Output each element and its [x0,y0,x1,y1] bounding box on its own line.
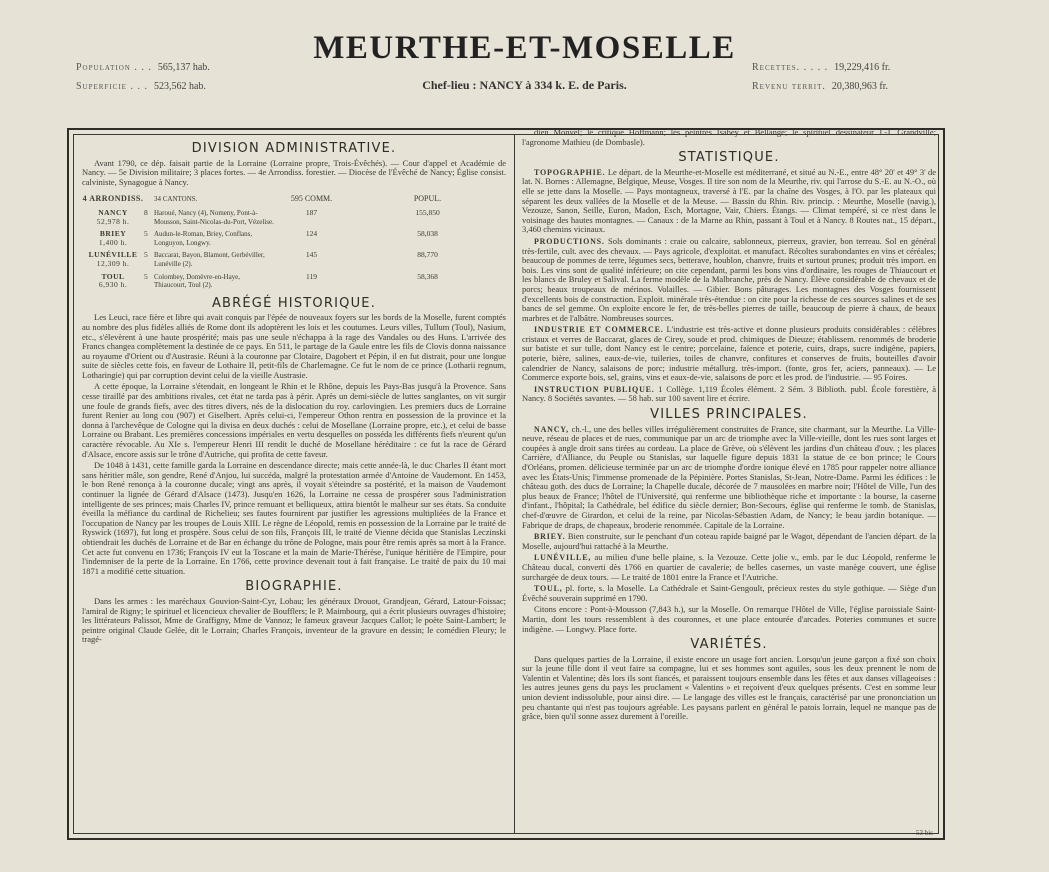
table-row [82,272,506,293]
superficie-stat: Superficie . . . 523,562 hab. [76,81,206,92]
histoire-paragraph: Les Leuci, race fière et libre qui avait conquis par l'épée de nouveaux foyers sur les bords de la Moselle, furent comptés au nombre des plus fidèles alliés de Rome dont ils adoptèrent les lois et les coutumes. Leurs villes, Tullum (Toul), Nasium, etc., s'élevèrent à une haute prospérité; mais pas une seule n'échappa à la rage des Vandales ou des Huns. L'arrivée des Francs changea complètement la destinée de ce pays. En 511, le partage de la Gaule entre les fils de Clovis donna naissance au royaume d'Orient ou d'Austrasie. Réuni à la couronne par Clotaire, Dagobert et Pépin, il en fut distrait, pour une longue suite de siècles cette fois, en faveur de Lothaire II, petit-fils de Charlemagne. Ce fut le nom de ce prince (Lotharii regnum, Lotharingie) qui par corruption devint celui de la vieille Austrasie. [82,312,506,380]
population-stat: Population . . . 565,137 hab. [76,62,210,73]
table-header-row [82,193,506,208]
canton-count: 8 [144,207,148,217]
biographie-continued: dien Monvel; le critique Hoffmann; les peintres Isabey et Bellangé; le spirituel dessinateur J.-J. Grandville; l'agronome Mathieu (de Dombasle). [522,128,936,147]
population-value: 155,850 [415,207,440,217]
briey-paragraph: BRIEY. Bien construite, sur le penchant d'un coteau rapide baigné par le Wagot, dépendant de l'ancien départ. de la Moselle, aujourd'hui rattaché à la Meurthe. [522,531,936,551]
varietes-paragraph: Dans quelques parties de la Lorraine, il existe encore un usage fort ancien. Lorsqu'un jeune garçon a fixé son choix sur la jeune fille dont il veut faire sa compagne, lui et ses hommes sont aguiles, sous les deux prennent le nom de Valentin et Valentine; dès lors ils sont fiancés, et paraissent toujours ensemble dans les fêtes et aux danses villageoises : les autres jeunes gens du pays les proclament « Valentins » et reçoivent d'eux quelques présents. C'est en somme leur union devient indissoluble, pour ainsi dire. — Le langage des villes est le français, caractérisé par une prononciation un peu chantante qui n'est pas toujours agréable. Les paysans parlent en général le patois lorrain, lequel ne manque pas de grâce, bien qu'il sonne assez durement à l'oreille. [522,653,936,722]
table-row [82,229,506,250]
arr-name: LUNÉVILLE [88,250,138,260]
nancy-paragraph: NANCY, ch.-l., une des belles villes irrégulièrement construites de France, site charmant, sur la Meurthe. La Ville-neuve, réseau de places et de rues, communique par un arc de triomphe avec la Ville-vieille, dont les rues sont larges et coupées à angle droit sans tirées au cordeau. La place de Grève, où s'élèvent les jardins d'un château d'ouv. ; les places Carrière, d'Alliance, du Peuple ou Stanislas, sur laquelle figure depuis 1831 la statue de ce bon prince; le Cours d'Orléans, promen. délicieuse terminée par un arc de triomphe d'ordre ionique élevé en 1785 pour rappeler notre alliance avec les États-Unis; l'immense promenade de la Pépinière. Portes Stanislas, St-Jean, Notre-Dame. Parmi les édifices : le château goth. des ducs de Lorraine; la Chapelle ducale, décorée de 7 mausolées en marbre noir; l'Hôtel de Ville, l'un des plus beaux de France; l'hôtel de l'Université, qui renferme une bibliothèque riche et importante : la bourse, la caserne d'infant., l'hôpital; la Cathédrale, bel édifice du siècle dernier; Bon-Secours, église qui renferme le tomb. de Stanislas, chef-d'œuvre de Girardon, et celui de la reine, par Nicolas-Sébastien Adam, de Nancy; le beau jardin botanique. — Fabrique de draps, de chapeaux, broderie renommée. Capitale de la Lorraine. [522,423,936,530]
population-value: 88,770 [417,250,438,260]
arr-pop: 52,978 h. [96,216,130,226]
arr-name: NANCY [98,207,128,217]
histoire-paragraph: De 1048 à 1431, cette famille garda la Lorraine en descendance directe; mais cette année-là, le duc Charles II étant mort sans héritier mâle, son gendre, René d'Anjou, lui succéda, malgré la protestation armée d'Antoine de Vaudemont. En 1453, le bon René renonça à la couronne ducale; vingt ans après, il voyait s'éteindre sa postérité, et la maison de Vaudemont continuer la lignée de Gérard d'Alsace (1473). Jusqu'en 1626, la Lorraine ne cessa de prospérer sous l'administration intelligente de ses princes; mais Charles IV, prince remuant et belliqueux, attira bientôt le malheur sur ses états. Sa conduite éveilla la méfiance du cardinal de Richelieu; ses fautes fournirent par justifier les agressions multipliées de la France et l'occupation de Nancy par les troupes de Louis XIII. Le règne de Léopold, remis en possession de la Lorraine par le traité de Ryswick (1697), fut long et prospère. Sous celui de son fils, François III, le traité de Vienne décida que Stanislas Leczinski obtiendrait les duchés de Lorraine et de Bar en échange du trône de Pologne, mais pour être remis après sa mort à la France. Cet acte fut convenu en 1736; François IV eut la Toscane et la main de Marie-Thérèse, l'unique héritière de l'Empire, pour l'indemniser de la perte de la Lorraine. En 1766, cette province devenait tout à fait française. Le traité de paix du 10 mai 1871 a modifié cette situation. [82,460,506,576]
histoire-paragraph: A cette époque, la Lorraine s'étendait, en longeant le Rhin et le Rhône, depuis les Pays-Bas jusqu'à la Provence. Sans cesse tiraillé par des ambitions rivales, cet état ne tarda pas à périr. Après un demi-siècle de luttes sanglantes, on vit surgir une foule de grands fiefs, avec des titres divers, nés de la dislocation du roy. carlovingien. Les premiers ducs de Lorraine furent Renier au long cou (907) et Giselbert. Après celui-ci, l'empereur Othon rentra en possession de la province et la donna à l'archevêque de Cologne qui la divisa en deux duchés : celui de Mosellane (Lorraine propre, etc.), et celui de basse Lorraine ou Brabant. Les premières concessions impériales en vertu desquelles on posséda les différents fiefs n'eurent qu'un caractère révocable. Au XIe s. l'empereur Henri III rendit le duché de Mosellane héréditaire : ce fut la race de Gérard d'Alsace, encore assis sur le trône d'Autriche, qui profita de cette faveur. [82,381,506,459]
division-text: Avant 1790, ce dép. faisait partie de la Lorraine (Lorraine propre, Trois-Évêchés). — Cour d'appel et Académie de Nancy. — 5e Division militaire; 3 places fortes. — 4e Arrondiss. forestier. — Diocèse de l'Évêché de Nancy; Église consist. calviniste, Synagogue à Nancy. [82,157,506,187]
arr-name: BRIEY [99,229,127,239]
table-row [82,250,506,271]
toul-label: TOUL, [534,584,563,594]
canton-list: Colombey, Domèvre-en-Haye, Thiaucourt, Toul (2). [154,272,241,290]
col-header-arrondiss: 4 ARRONDISS. [82,194,144,204]
arr-pop: 12,309 h. [96,258,130,268]
canton-list: Baccarat, Bayon, Blamont, Gerbéviller, Lunéville (2). [154,251,265,268]
luneville-paragraph: LUNÉVILLE, au milieu d'une belle plaine, s. la Vezouze. Cette jolie v., emb. par le duc Léopold, renferme le Château ducal, converti dès 1766 en quartier de cavalerie; de belles casernes, un vaste manège couvert, une église surchargée de deux tours. — Le traité de 1801 entre la France et l'Autriche. [522,552,936,582]
others-paragraph: Citons encore : Pont-à-Mousson (7,843 h.), sur la Moselle. On remarque l'Hôtel de Ville, l'église paroissiale Saint-Martin, dont les tours ressemblent à des couronnes, et une place entourée d'arcades. Poteries communes et sucre indigène. — Longwy. Place forte. [522,604,936,634]
arr-name: TOUL [101,271,125,281]
table-row [82,208,506,229]
column-divider [514,134,515,834]
topographie-label: TOPOGRAPHIE. [534,167,606,177]
division-title: DIVISION ADMINISTRATIVE. [191,141,397,156]
productions-paragraph: PRODUCTIONS. Sols dominants : craie ou calcaire, sablonneux, pierreux, gravier, bon terreau. Sol en général très-fertile, cult. avec des chevaux. — Pays agricole, d'exploitat. et manufact. Récoltes surabondantes en vins et céréales; beaucoup de pommes de terre, légumes secs, betterave, houblon, chanvre, fruits et surtout prunes; produit très import. en bois. Les vins sont de qualité inférieure; on cite cependant, parmi les bons vins d'ordinaire, les rouges de Thiaucourt et les blancs de Bruley et Salival. La ferme modèle de la Malbranche, près de Nancy. Élève considérable de chevaux et de porcs; beaux troupeaux de mérinos. Volailles. — Gibier. Bons pâturages. Les montagnes des Vosges fournissent d'excellents bois de construction. Exploit. minérale très-étendue : on cite pour la richesse de ces sources salines et de ses bancs de sel gemme. On exploite encore le fer, de très-belles pierres de taille, beaucoup de pierre à chaux, de beaux marbres et de l'albâtre. Nombreuses sources. [522,235,936,323]
briey-label: BRIEY. [534,532,566,542]
page-title: MEURTHE-ET-MOSELLE [313,30,736,66]
arr-pop: 6,930 h. [98,280,128,290]
population-value: 58,038 [417,229,438,239]
biographie-title: BIOGRAPHIE. [245,579,343,595]
varietes-title: VARIÉTÉS. [690,637,768,653]
recettes-stat: Recettes. . . . . 19,229,416 fr. [752,62,891,73]
statistique-title: STATISTIQUE. [678,150,780,166]
col-header-comm: 595 COMM. [290,194,333,204]
canton-count: 5 [144,271,148,281]
industrie-label: INDUSTRIE ET COMMERCE. [534,325,664,335]
commune-count: 124 [305,229,318,239]
page-subtitle: Chef-lieu : NANCY à 334 k. E. de Paris. [422,78,627,92]
luneville-label: LUNÉVILLE, [534,553,592,563]
villes-title: VILLES PRINCIPALES. [650,407,808,423]
commune-count: 119 [306,271,317,281]
productions-label: PRODUCTIONS. [534,236,605,246]
nancy-label: NANCY, [534,424,569,434]
toul-paragraph: TOUL, pl. forte, s. la Moselle. La Cathédrale et Saint-Gengoult, précieux restes du style gothique. — Siège d'un Évêché souverain supprimé en 1790. [522,583,936,603]
canton-list: Audun-le-Roman, Briey, Conflans, Longuyon, Longwy. [154,230,253,247]
commune-count: 145 [305,250,318,260]
canton-count: 5 [144,229,148,239]
page-number: 53 bis [916,829,933,837]
industrie-paragraph: INDUSTRIE ET COMMERCE. L'industrie est très-active et donne plusieurs produits considérables : célèbres cristaux et verres de Baccarat, glaces de Cirey, soude et prod. chimiques de Dieuze; établissem. renommés de broderie sur batiste et sur tulle, dont Nancy est le centre; porcelaine, faïence et poterie, cuirs, draps, sucre indigène, papiers, poterie, bière, salines, eaux-de-vie, tuileries, toiles de chanvre, confitures et conserves de fruits, bouteilles d'avoir calendrier de Nancy, salaisons de porc; industrie métallurg. très-import. (fonte, gros fer, aciers, panneaux). — Le Commerce exporte bois, sel, grains, vins et eaux-de-vie, salaisons de porc et les prod. de l'industrie. — 95 Foires. [522,324,936,383]
canton-list: Haroué, Nancy (4), Nomeny, Pont-à-Mousson, Saint-Nicolas-du-Port, Vézelise. [154,208,274,226]
topographie-paragraph: TOPOGRAPHIE. Le départ. de la Meurthe-et-Moselle est méditerrané, et situé au N.-E., entre 48° 20' et 49° 3' de lat. N. Bornes : Allemagne, Belgique, Meuse, Vosges. Il tire son nom de la Meurthe, riv. qui l'arrose du S.-E. au N.-O., où elle se jette dans la Moselle. — Pays montagneux, traversé à l'E. par la chaîne des Vosges, à l'O. par les plateaux qui séparent les deux vallées de la Moselle et de la Meuse. — Bassin du Rhin. Riv. princip. : Meurthe, Moselle (navig.), Vezouze, Sanon, Seille, Euron, Madon, Esch, Mortagne, Vair, Chiers. Étangs. — Climat tempéré, si ce n'est dans le voisinage des hautes montagnes. — Canaux : de la Marne au Rhin, passant à Toul et à Nancy. 8 Routes nat., 15 départ., 3,460 chemins vicinaux. [522,166,936,235]
histoire-title: ABRÉGÉ HISTORIQUE. [211,295,377,311]
left-column [82,138,506,828]
instruction-label: INSTRUCTION PUBLIQUE. [534,384,655,394]
biographie-text: Dans les armes : les maréchaux Gouvion-Saint-Cyr, Lobau; les généraux Drouot, Grandjean, Gérard, Latour-Foissac; l'amiral de Rigny; le spirituel et licencieux chevalier de Boufflers; le P. Maimbourg, qui a écrit plusieurs ouvrages d'histoire; les littérateurs Palissot, Mme de Graffigny, Mme de Vannoz; le fameux graveur Jacques Callot; le poète Saint-Lambert; le peintre original Claude Gelée, dit le Lorrain; Charles François, inventeur de la gravure en dessin; le comédien Fleury; le tragé- [82,595,506,645]
arr-pop: 1,400 h. [98,237,128,247]
revenu-stat: Revenu territ. 20,380,963 fr. [752,81,888,92]
right-column [522,128,936,828]
canton-count: 5 [144,250,148,260]
instruction-paragraph: INSTRUCTION PUBLIQUE. 1 Collège. 1,119 Écoles élément. 2 Sém. 3 Biblioth. publ. École forestière, à Nancy. 8 Sociétés savantes. — 58 hab. sur 100 savent lire et écrire. [522,383,936,404]
col-header-popul: POPUL. [413,194,442,204]
population-value: 58,368 [417,271,438,281]
page-header [0,0,1049,110]
arrondissement-table [82,193,506,292]
col-header-cantons: 34 CANTONS. [154,195,198,204]
commune-count: 187 [305,207,318,217]
